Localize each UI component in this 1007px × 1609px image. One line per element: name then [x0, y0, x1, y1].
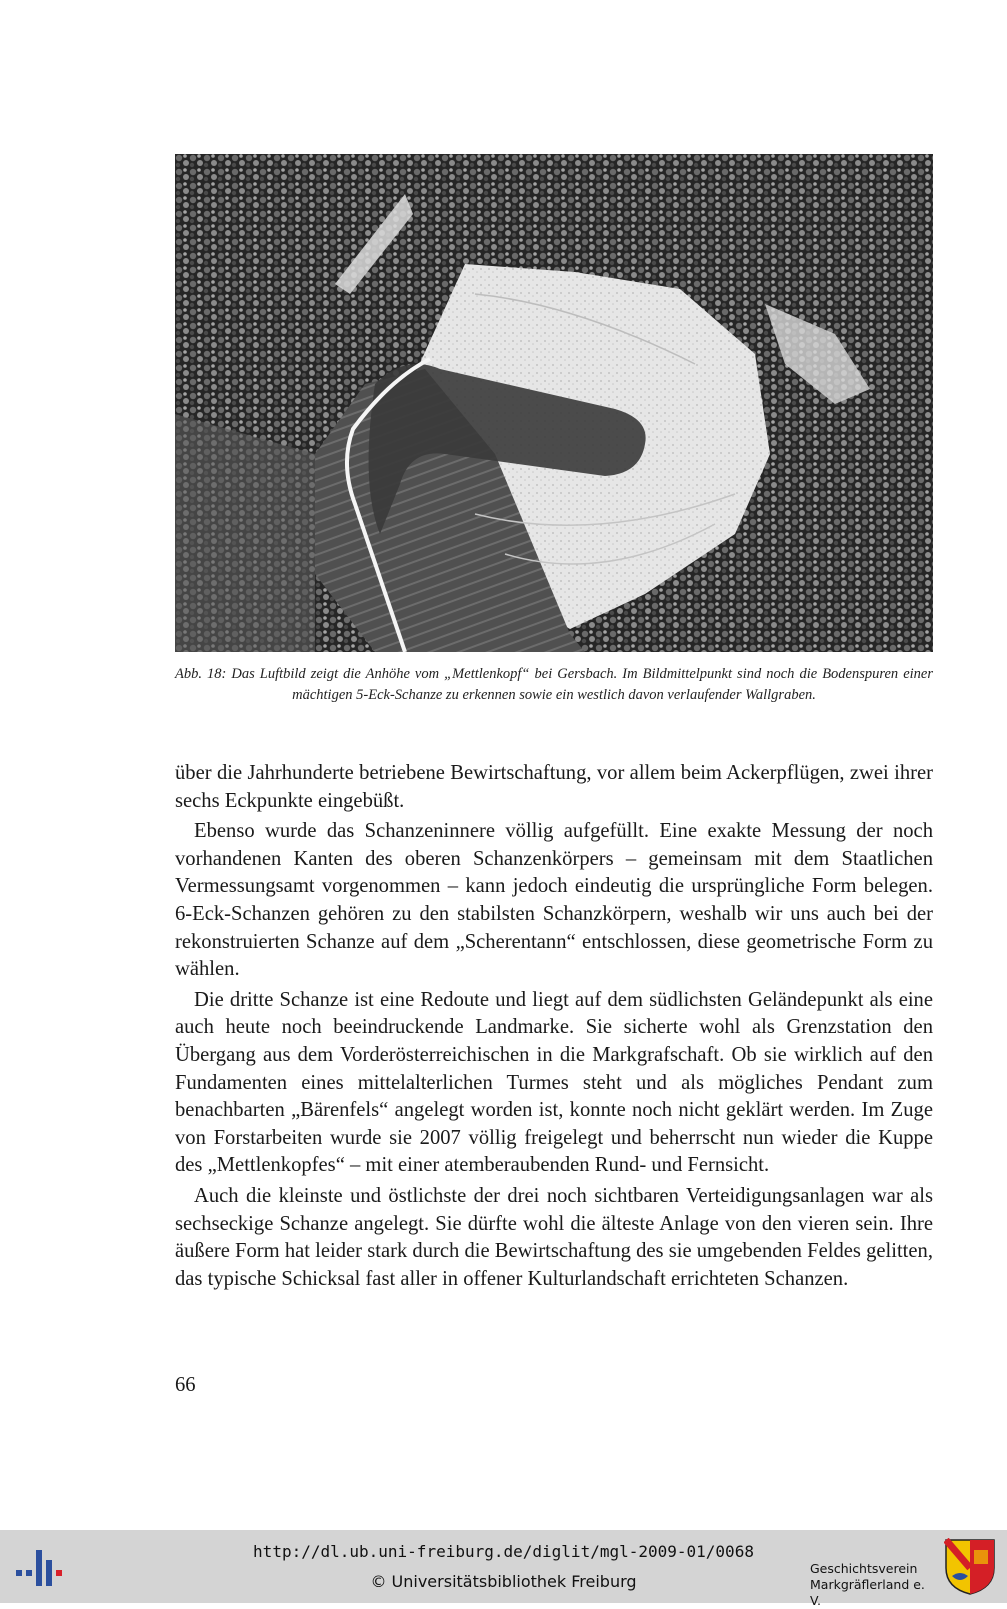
paragraph-1: über die Jahrhunderte betriebene Bewirtschaftung, vor allem beim Ackerpflügen, zwei ihrer sechs Eckpunkte eingebüßt.	[175, 762, 933, 812]
page-number: 66	[175, 1374, 196, 1396]
paragraph-2: Ebenso wurde das Schanzeninnere völlig aufgefüllt. Eine exakte Messung der noch vorhandenen Kanten des oberen Schanzenkörpers – gemeinsam mit dem Staatlichen Vermessungsamt vorgenommen – kann jedoch eindeutig die ursprüngliche Form belegen. 6-Eck-Schanzen gehören zu den stabilsten Schanzkörpern, weshalb wir uns auch bei der rekonstruierten Schanze auf dem „Scherentann“ entschlossen, diese geometrische Form zu wählen.	[175, 820, 933, 981]
society-line-1: Geschichtsverein	[810, 1561, 918, 1576]
paragraph-3: Die dritte Schanze ist eine Redoute und liegt auf dem südlichsten Geländepunkt als eine auch heute noch beeindruckende Landmarke. Sie sicherte wohl als Grenzstation den Übergang aus dem Vorderösterreichischen in die Markgrafschaft. Ob sie wirklich auf den Fundamenten eines mittelalterlichen Turmes steht und als mögliches Pendant zum benachbarten „Bärenfels“ angelegt worden ist, konnte noch nicht geklärt werden. Im Zuge von Forstarbeiten wurde sie 2007 völlig freigelegt und beherrscht nun wieder die Kuppe des „Mettlenkopfes“ – mit einer atemberaubenden Rund- und Fernsicht.	[175, 988, 933, 1177]
copyright-text: © Universitätsbibliothek Freiburg	[370, 1572, 637, 1591]
society-name	[810, 1561, 938, 1609]
footer-bar	[0, 1530, 1007, 1608]
paragraph-4: Auch die kleinste und östlichste der drei noch sichtbaren Verteidigungsanlagen war als sechseckige Schanze angelegt. Sie dürfte wohl die älteste Anlage von den vieren sein. Ihre äußere Form hat leider stark durch die Bewirtschaftung des sie umgebenden Feldes gelitten, das typische Schicksal fast aller in offener Kulturlandschaft errichteten Schanzen.	[175, 1184, 933, 1290]
markgraeflerland-crest-icon	[944, 1538, 996, 1596]
source-url-link[interactable]: http://dl.ub.uni-freiburg.de/diglit/mgl-2009-01/0068	[253, 1542, 754, 1561]
aerial-photo-image	[175, 154, 933, 652]
society-line-2: Markgräflerland e. V.	[810, 1577, 925, 1608]
figure-caption: Abb. 18: Das Luftbild zeigt die Anhöhe vom „Mettlenkopf“ bei Gersbach. Im Bildmittelpunkt sind noch die Bodenspuren einer mächtigen 5-Eck-Schanze zu erkennen sowie ein westlich davon verlaufender Wallgraben.	[175, 666, 933, 703]
aerial-photograph	[175, 154, 933, 652]
body-text	[175, 760, 933, 1293]
